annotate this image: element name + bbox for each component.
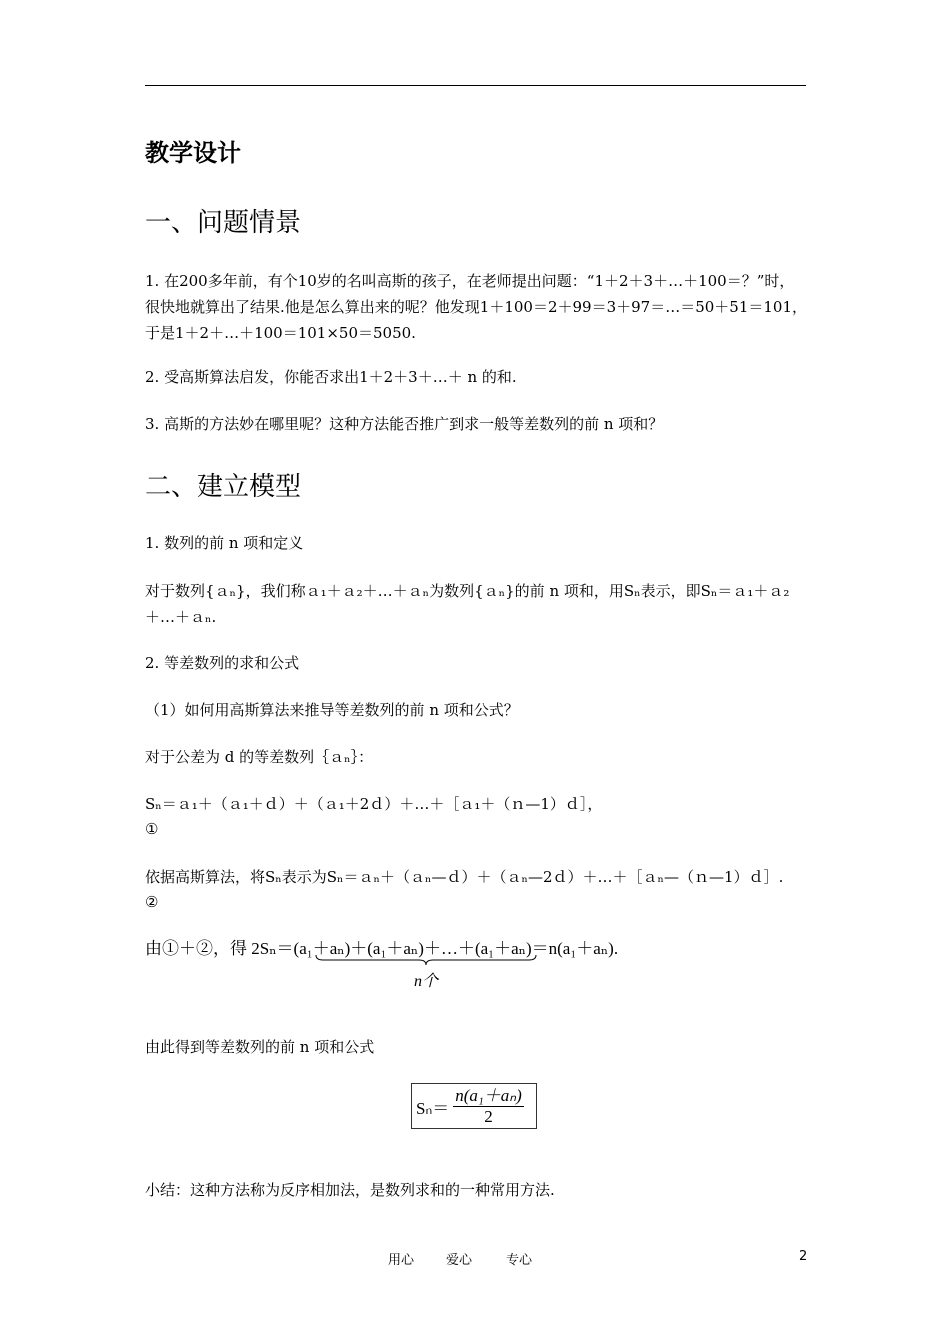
formula-fraction xyxy=(453,1086,524,1127)
subheading-sum-formula: 2. 等差数列的求和公式 xyxy=(145,654,300,672)
footer-word-3: 专心 xyxy=(506,1253,533,1268)
paragraph-common-difference: 对于公差为 d 的等差数列｛ａₙ｝： xyxy=(145,748,374,766)
equation-mark-1: ① xyxy=(145,820,159,838)
footer-word-1: 用心 xyxy=(388,1253,415,1268)
paragraph-gauss-story: 1. 在200多年前，有个10岁的名叫高斯的孩子，在老师提出问题：“1＋2＋3＋…＋100＝？”时，很快地就算出了结果.他是怎么算出来的呢？他发现1＋100＝2＋99＝3＋97＝…＝50＋51＝101，于是1＋2＋…＋100＝101×50＝5050. xyxy=(145,272,808,342)
page-title: 教学设计 xyxy=(145,139,241,167)
paragraph-question-2: 2. 受高斯算法启发，你能否求出1＋2＋3＋…＋ n 的和. xyxy=(145,368,517,386)
equation-forward-sum: Sₙ＝ａ₁＋（ａ₁＋ｄ）＋（ａ₁＋2ｄ）＋…＋［ａ₁＋（ｎ—1）ｄ］， xyxy=(145,795,603,813)
paragraph-result: 由此得到等差数列的前 n 项和公式 xyxy=(145,1038,375,1056)
underbrace xyxy=(315,954,537,966)
paragraph-derivation-question: （1）如何用高斯算法来推导等差数列的前 n 项和公式？ xyxy=(145,701,519,719)
formula-numerator: n(a₁＋aₙ) xyxy=(455,1085,522,1105)
paragraph-question-3: 3. 高斯的方法妙在哪里呢？这种方法能否推广到求一般等差数列的前 n 项和？ xyxy=(145,415,664,433)
section-heading-2: 二、建立模型 xyxy=(145,472,302,502)
section-heading-1: 一、问题情景 xyxy=(145,208,302,238)
equation-mark-2: ② xyxy=(145,893,159,911)
paragraph-summary: 小结：这种方法称为反序相加法，是数列求和的一种常用方法. xyxy=(145,1181,555,1199)
formula-denominator: 2 xyxy=(484,1106,493,1126)
sum-formula-box xyxy=(411,1083,537,1129)
footer-word-2: 爱心 xyxy=(446,1253,473,1268)
page-number: 2 xyxy=(799,1249,808,1264)
equation-reverse-sum: 依据高斯算法，将Sₙ表示为Sₙ＝ａₙ＋（ａₙ—ｄ）＋（ａₙ—2ｄ）＋…＋［ａₙ—（ｎ—1）ｄ］. xyxy=(145,868,784,886)
formula-lhs: Sₙ＝ xyxy=(416,1098,450,1118)
equation-added-sum: 由①＋②，得 2Sₙ＝(a₁＋aₙ)＋(a₁＋aₙ)＋…＋(a₁＋aₙ)＝n(a₁＋aₙ). xyxy=(145,939,619,958)
subheading-definition: 1. 数列的前 n 项和定义 xyxy=(145,534,304,552)
header-rule xyxy=(145,85,806,86)
term-count-label: n个 xyxy=(414,973,439,990)
paragraph-definition: 对于数列{ａₙ}，我们称ａ₁＋ａ₂＋…＋ａₙ为数列{ａₙ}的前 n 项和，用Sₙ表示，即Sₙ＝ａ₁＋ａ₂＋…＋ａₙ. xyxy=(145,582,790,626)
